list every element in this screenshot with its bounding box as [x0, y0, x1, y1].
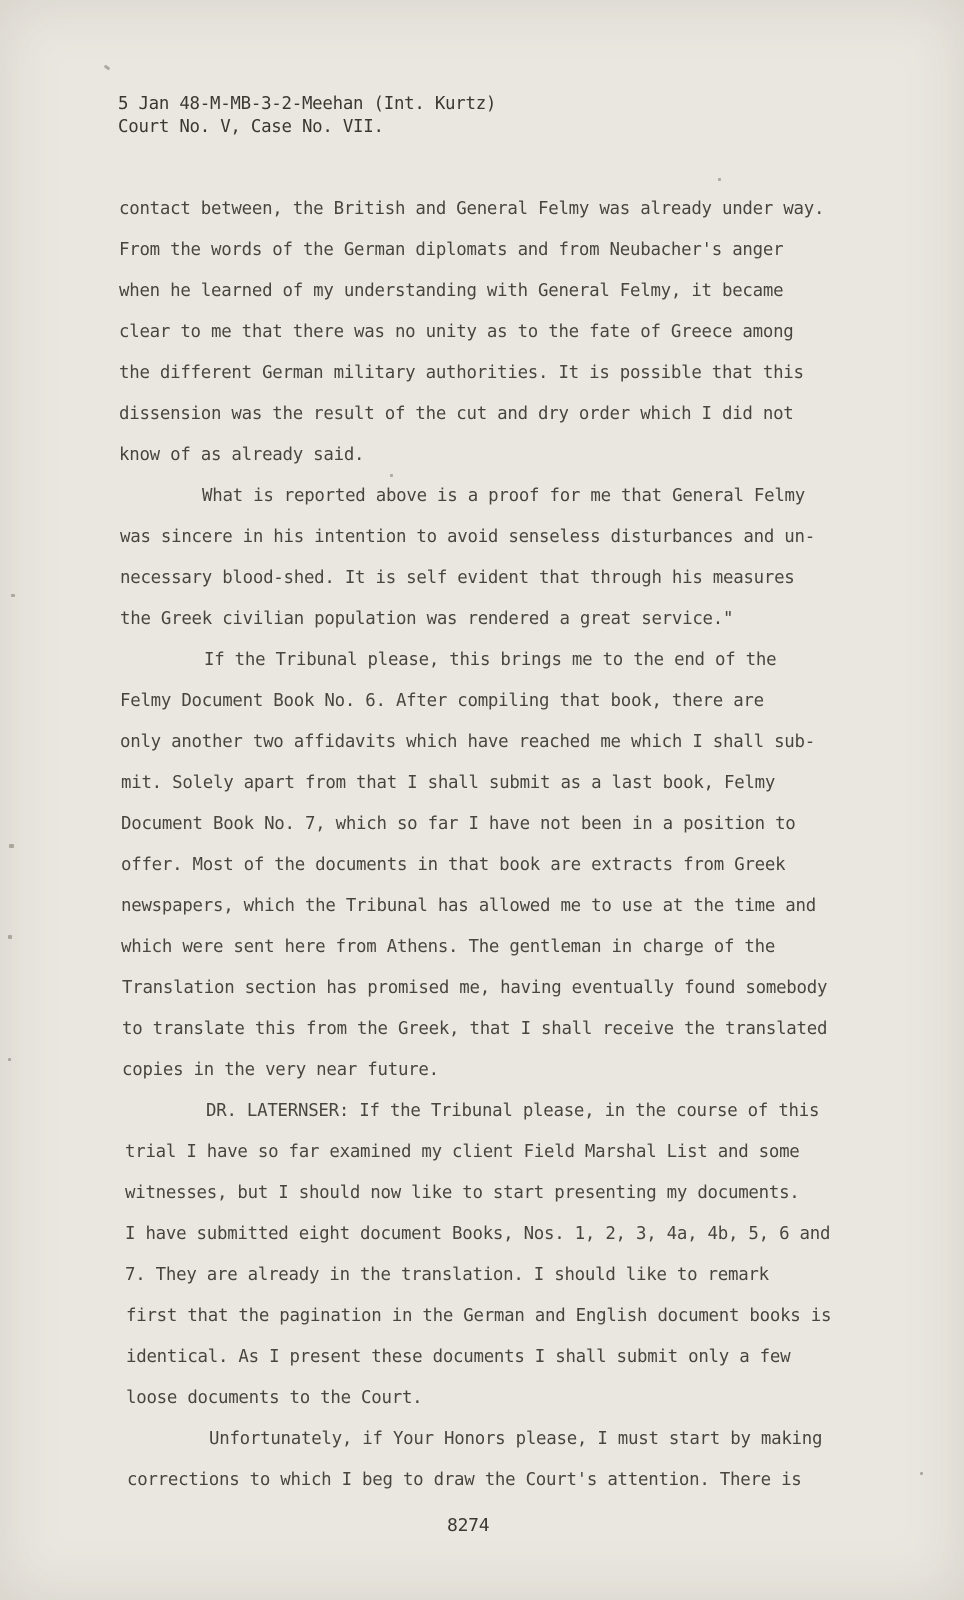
document-header — [118, 93, 496, 139]
paper-mark — [718, 178, 721, 181]
body-line: If the Tribunal please, this brings me to the end of the — [204, 650, 777, 670]
body-line: copies in the very near future. — [122, 1060, 439, 1080]
page-number: 8274 — [447, 1515, 490, 1536]
body-line: 7. They are already in the translation. I should like to remark — [125, 1265, 769, 1285]
body-line: which were sent here from Athens. The gentleman in charge of the — [121, 937, 776, 957]
body-line: the Greek civilian population was rendered a great service." — [120, 609, 734, 629]
body-line: only another two affidavits which have reached me which I shall sub- — [120, 732, 815, 752]
body-line: first that the pagination in the German and English document books is — [126, 1306, 832, 1326]
paper-mark — [9, 844, 14, 848]
body-line: to translate this from the Greek, that I shall receive the translated — [122, 1019, 828, 1039]
body-line: when he learned of my understanding with General Felmy, it became — [119, 281, 784, 301]
body-line: I have submitted eight document Books, Nos. 1, 2, 3, 4a, 4b, 5, 6 and — [125, 1224, 831, 1244]
paper-mark — [8, 935, 12, 939]
body-line: witnesses, but I should now like to start presenting my documents. — [125, 1183, 800, 1203]
header-line: Court No. V, Case No. VII. — [118, 117, 384, 137]
body-line: loose documents to the Court. — [126, 1388, 423, 1408]
body-line: Document Book No. 7, which so far I have not been in a position to — [121, 814, 796, 834]
body-line: clear to me that there was no unity as to the fate of Greece among — [119, 322, 794, 342]
body-line: DR. LATERNSER: If the Tribunal please, in the course of this — [206, 1101, 820, 1121]
paper-mark — [104, 65, 111, 71]
body-line: know of as already said. — [119, 445, 365, 465]
body-line: Felmy Document Book No. 6. After compiling that book, there are — [120, 691, 764, 711]
header-line: 5 Jan 48-M-MB-3-2-Meehan (Int. Kurtz) — [118, 94, 497, 114]
body-line: What is reported above is a proof for me that General Felmy — [202, 486, 805, 506]
paper-mark — [920, 1472, 923, 1475]
body-line: Unfortunately, if Your Honors please, I must start by making — [209, 1429, 823, 1449]
body-line: trial I have so far examined my client Field Marshal List and some — [125, 1142, 800, 1162]
paper-mark — [11, 594, 15, 597]
paper-mark — [8, 1058, 11, 1061]
body-line: From the words of the German diplomats and from Neubacher's anger — [119, 240, 784, 260]
body-line: the different German military authorities. It is possible that this — [119, 363, 804, 383]
body-line: necessary blood-shed. It is self evident that through his measures — [120, 568, 795, 588]
paper-mark — [390, 474, 393, 477]
body-line: was sincere in his intention to avoid senseless disturbances and un- — [120, 527, 815, 547]
body-line: corrections to which I beg to draw the Court's attention. There is — [127, 1470, 802, 1490]
body-line: newspapers, which the Tribunal has allowed me to use at the time and — [121, 896, 816, 916]
body-line: identical. As I present these documents I shall submit only a few — [126, 1347, 791, 1367]
body-line: dissension was the result of the cut and dry order which I did not — [119, 404, 794, 424]
body-line: contact between, the British and General Felmy was already under way. — [119, 199, 825, 219]
body-line: offer. Most of the documents in that book are extracts from Greek — [121, 855, 786, 875]
body-line: mit. Solely apart from that I shall submit as a last book, Felmy — [121, 773, 776, 793]
body-line: Translation section has promised me, having eventually found somebody — [122, 978, 828, 998]
